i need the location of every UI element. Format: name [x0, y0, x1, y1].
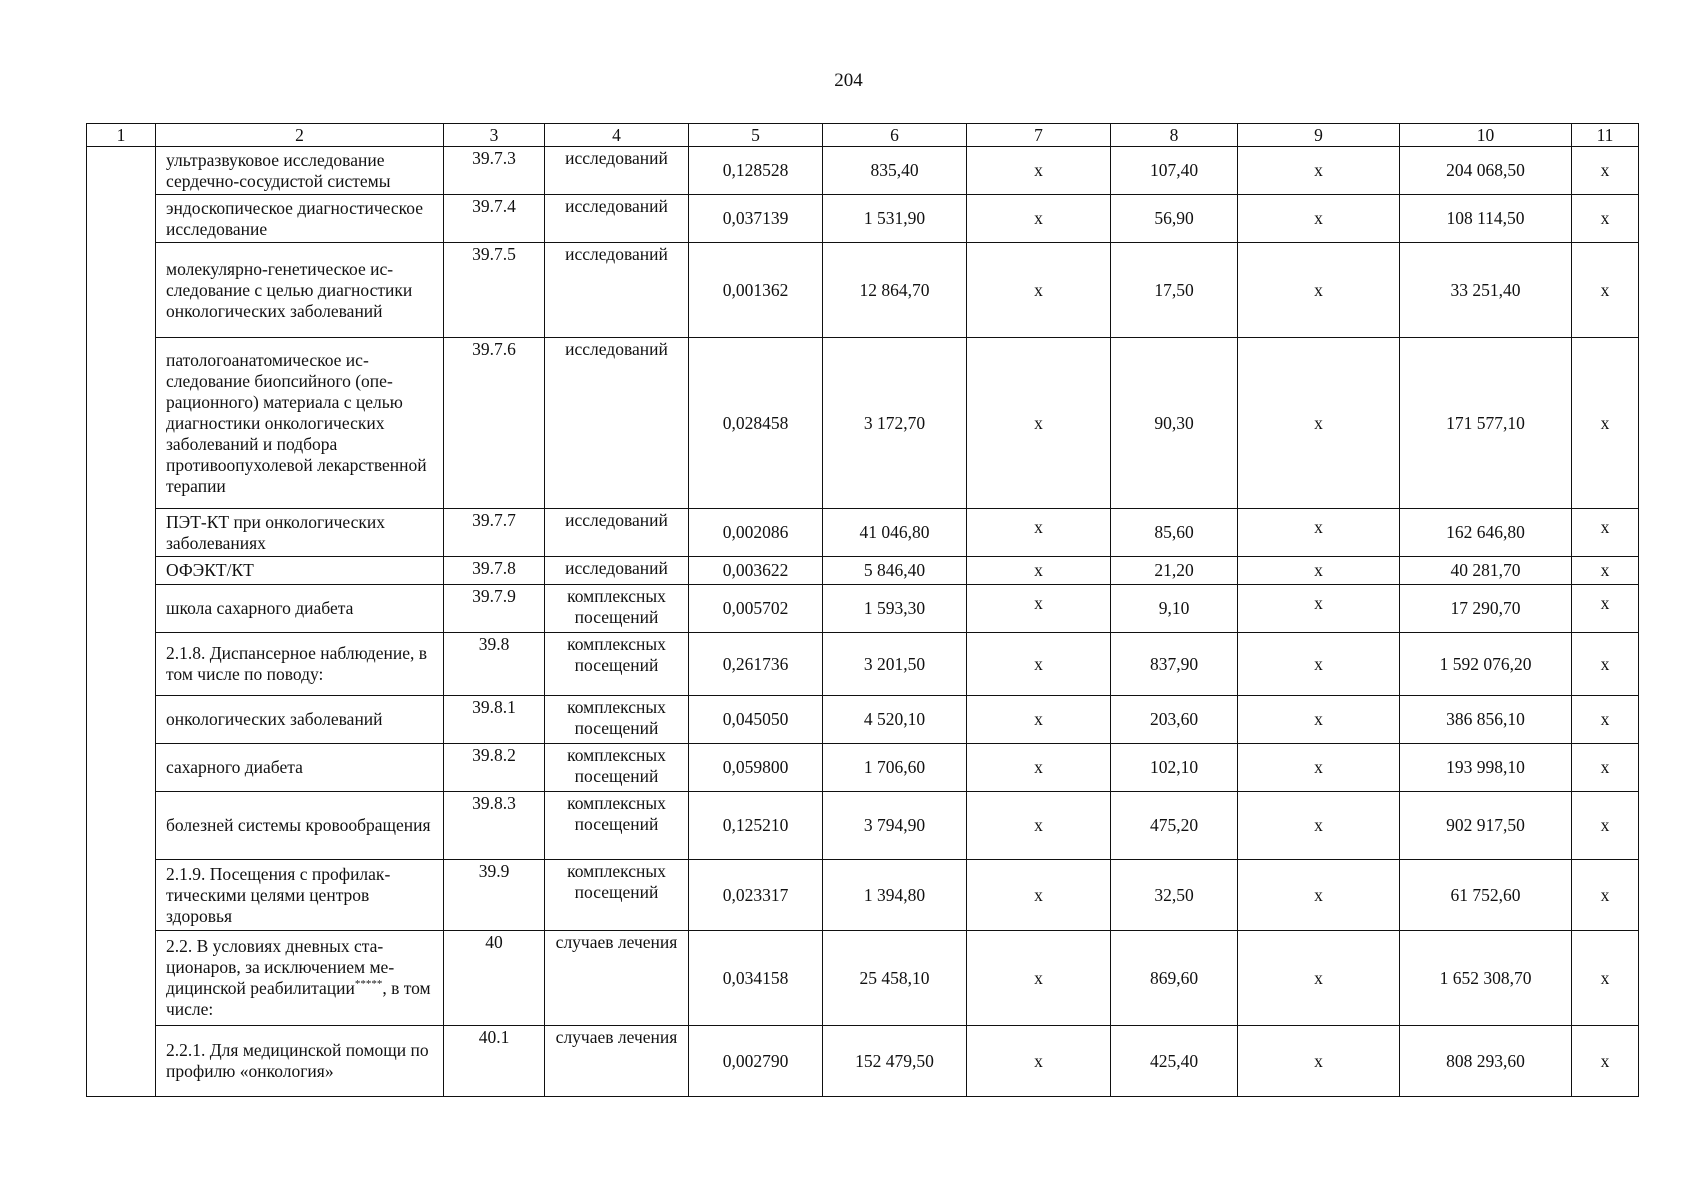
cell-code: 39.8.3: [444, 792, 545, 860]
cell-c9: х: [1238, 147, 1400, 195]
cell-name: [156, 931, 444, 1026]
cell-c5: 0,002790: [689, 1026, 823, 1097]
cell-c7: х: [967, 338, 1111, 509]
cell-c11: х: [1572, 147, 1639, 195]
cell-c11: х: [1572, 243, 1639, 338]
cell-unit: исследований: [545, 195, 689, 243]
cell-name: школа сахарного диабета: [156, 585, 444, 633]
cell-c9: х: [1238, 931, 1400, 1026]
cell-c6: 3 172,70: [823, 338, 967, 509]
cell-c11: х: [1572, 509, 1639, 557]
cell-c6: 1 531,90: [823, 195, 967, 243]
cell-c5: 0,001362: [689, 243, 823, 338]
cell-c9: х: [1238, 744, 1400, 792]
cell-c8: 90,30: [1111, 338, 1238, 509]
table-row: [87, 696, 1639, 744]
cell-unit: исследований: [545, 557, 689, 585]
cell-c9: х: [1238, 633, 1400, 696]
cell-c8: 56,90: [1111, 195, 1238, 243]
cell-c9: х: [1238, 338, 1400, 509]
cell-c9: х: [1238, 243, 1400, 338]
table-row: [87, 585, 1639, 633]
cell-c6: 12 864,70: [823, 243, 967, 338]
cell-c7: х: [967, 195, 1111, 243]
column-header: 5: [689, 124, 823, 147]
cell-unit: случаев лечения: [545, 931, 689, 1026]
cell-c8: 203,60: [1111, 696, 1238, 744]
column-header: 2: [156, 124, 444, 147]
cell-c6: 5 846,40: [823, 557, 967, 585]
table-row: [87, 243, 1639, 338]
cell-c7: х: [967, 147, 1111, 195]
cell-c5: 0,003622: [689, 557, 823, 585]
column-header: 3: [444, 124, 545, 147]
cell-code: 39.7.5: [444, 243, 545, 338]
cell-c7: х: [967, 860, 1111, 931]
cell-code: 39.8.2: [444, 744, 545, 792]
cell-c8: 17,50: [1111, 243, 1238, 338]
cell-c8: 9,10: [1111, 585, 1238, 633]
cell-c6: 3 794,90: [823, 792, 967, 860]
cell-c10: 1 592 076,20: [1400, 633, 1572, 696]
cell-c9: х: [1238, 195, 1400, 243]
cell-c8: 425,40: [1111, 1026, 1238, 1097]
cell-c10: 17 290,70: [1400, 585, 1572, 633]
cell-code: 39.8.1: [444, 696, 545, 744]
cell-c5: 0,037139: [689, 195, 823, 243]
table-row: [87, 147, 1639, 195]
cell-c8: 32,50: [1111, 860, 1238, 931]
cell-c8: 102,10: [1111, 744, 1238, 792]
cell-c7: х: [967, 931, 1111, 1026]
cell-c7: х: [967, 557, 1111, 585]
cell-name: патологоанатомическое исследование биопсийного (операционного) материала с целью диагностики онкологических заболеваний и подбора противоопухолевой лекарственной терапии: [156, 338, 444, 509]
cell-c6: 4 520,10: [823, 696, 967, 744]
column-header: 4: [545, 124, 689, 147]
cell-code: 40: [444, 931, 545, 1026]
cell-c10: 1 652 308,70: [1400, 931, 1572, 1026]
cell-unit: случаев лечения: [545, 1026, 689, 1097]
column-header: 1: [87, 124, 156, 147]
cell-c11: х: [1572, 585, 1639, 633]
column-header: 9: [1238, 124, 1400, 147]
cell-unit: комплексных посещений: [545, 860, 689, 931]
cell-c8: 107,40: [1111, 147, 1238, 195]
cell-c9: х: [1238, 557, 1400, 585]
cell-c9: х: [1238, 860, 1400, 931]
cell-c5: 0,261736: [689, 633, 823, 696]
cell-c7: х: [967, 633, 1111, 696]
cell-c10: 386 856,10: [1400, 696, 1572, 744]
page-number: 204: [834, 70, 863, 91]
cell-c10: 162 646,80: [1400, 509, 1572, 557]
cell-unit: комплексных посещений: [545, 792, 689, 860]
cell-c10: 171 577,10: [1400, 338, 1572, 509]
cell-c8: 21,20: [1111, 557, 1238, 585]
cell-c7: х: [967, 509, 1111, 557]
data-table: [86, 123, 1639, 1097]
cell-c6: 1 394,80: [823, 860, 967, 931]
cell-c6: 835,40: [823, 147, 967, 195]
cell-code: 39.7.6: [444, 338, 545, 509]
cell-c11: х: [1572, 195, 1639, 243]
cell-unit: исследований: [545, 338, 689, 509]
cell-code: 39.8: [444, 633, 545, 696]
cell-code: 39.7.9: [444, 585, 545, 633]
cell-c10: 193 998,10: [1400, 744, 1572, 792]
cell-c10: 902 917,50: [1400, 792, 1572, 860]
cell-c11: х: [1572, 792, 1639, 860]
cell-name: 2.2.1. Для медицинской помощи по профилю «онкология»: [156, 1026, 444, 1097]
table-row: [87, 338, 1639, 509]
cell-c11: х: [1572, 633, 1639, 696]
cell-c5: 0,034158: [689, 931, 823, 1026]
cell-c11: х: [1572, 931, 1639, 1026]
table-row: [87, 792, 1639, 860]
cell-c10: 204 068,50: [1400, 147, 1572, 195]
table-header-row: [87, 124, 1639, 147]
cell-c9: х: [1238, 585, 1400, 633]
cell-c6: 3 201,50: [823, 633, 967, 696]
cell-c5: 0,005702: [689, 585, 823, 633]
cell-c7: х: [967, 744, 1111, 792]
cell-unit: исследований: [545, 243, 689, 338]
cell-c8: 475,20: [1111, 792, 1238, 860]
cell-c11: х: [1572, 860, 1639, 931]
cell-c10: 108 114,50: [1400, 195, 1572, 243]
cell-c11: х: [1572, 338, 1639, 509]
cell-c7: х: [967, 1026, 1111, 1097]
cell-c8: 837,90: [1111, 633, 1238, 696]
cell-code: 39.7.4: [444, 195, 545, 243]
cell-c7: х: [967, 792, 1111, 860]
table-row: [87, 860, 1639, 931]
cell-c1: [87, 147, 156, 1097]
cell-code: 39.7.7: [444, 509, 545, 557]
column-header: 10: [1400, 124, 1572, 147]
column-header: 6: [823, 124, 967, 147]
cell-code: 39.7.3: [444, 147, 545, 195]
cell-name: болезней системы кровообращения: [156, 792, 444, 860]
cell-name: сахарного диабета: [156, 744, 444, 792]
cell-name: онкологических заболеваний: [156, 696, 444, 744]
cell-name: 2.1.8. Диспансерное наблюдение, в том числе по поводу:: [156, 633, 444, 696]
cell-name-tail: , в том числе:: [166, 978, 431, 1019]
cell-c5: 0,045050: [689, 696, 823, 744]
cell-unit: исследований: [545, 509, 689, 557]
cell-c10: 33 251,40: [1400, 243, 1572, 338]
cell-name: молекулярно-генетическое исследование с целью диагностики онкологических заболеваний: [156, 243, 444, 338]
cell-c7: х: [967, 585, 1111, 633]
column-header: 8: [1111, 124, 1238, 147]
cell-name: эндоскопическое диагностическое исследование: [156, 195, 444, 243]
table-row: [87, 744, 1639, 792]
cell-unit: комплексных посещений: [545, 633, 689, 696]
column-header: 11: [1572, 124, 1639, 147]
cell-c11: х: [1572, 557, 1639, 585]
cell-c8: 869,60: [1111, 931, 1238, 1026]
cell-c9: х: [1238, 792, 1400, 860]
cell-c6: 41 046,80: [823, 509, 967, 557]
cell-unit: исследований: [545, 147, 689, 195]
cell-c6: 25 458,10: [823, 931, 967, 1026]
cell-c10: 808 293,60: [1400, 1026, 1572, 1097]
cell-c5: 0,125210: [689, 792, 823, 860]
cell-c5: 0,028458: [689, 338, 823, 509]
table-row: [87, 633, 1639, 696]
cell-c9: х: [1238, 1026, 1400, 1097]
cell-c11: х: [1572, 696, 1639, 744]
cell-c11: х: [1572, 1026, 1639, 1097]
cell-c5: 0,002086: [689, 509, 823, 557]
cell-c7: х: [967, 243, 1111, 338]
cell-name: 2.1.9. Посещения с профилактическими целями центров здоровья: [156, 860, 444, 931]
footnote-mark: *****: [354, 978, 383, 991]
cell-c6: 1 706,60: [823, 744, 967, 792]
cell-c9: х: [1238, 696, 1400, 744]
cell-code: 40.1: [444, 1026, 545, 1097]
cell-c6: 1 593,30: [823, 585, 967, 633]
cell-name: ОФЭКТ/КТ: [156, 557, 444, 585]
cell-c11: х: [1572, 744, 1639, 792]
cell-c5: 0,059800: [689, 744, 823, 792]
column-header: 7: [967, 124, 1111, 147]
cell-unit: комплексных посещений: [545, 744, 689, 792]
table-row: [87, 509, 1639, 557]
table-row: [87, 931, 1639, 1026]
table-row: [87, 557, 1639, 585]
cell-code: 39.7.8: [444, 557, 545, 585]
cell-name: ультразвуковое исследование сердечно-сосудистой системы: [156, 147, 444, 195]
cell-c5: 0,128528: [689, 147, 823, 195]
cell-c5: 0,023317: [689, 860, 823, 931]
cell-c10: 61 752,60: [1400, 860, 1572, 931]
cell-name: ПЭТ-КТ при онкологических заболеваниях: [156, 509, 444, 557]
cell-unit: комплексных посещений: [545, 585, 689, 633]
cell-c8: 85,60: [1111, 509, 1238, 557]
cell-c9: х: [1238, 509, 1400, 557]
cell-c6: 152 479,50: [823, 1026, 967, 1097]
cell-c7: х: [967, 696, 1111, 744]
table-row: [87, 195, 1639, 243]
cell-c10: 40 281,70: [1400, 557, 1572, 585]
cell-unit: комплексных посещений: [545, 696, 689, 744]
cell-name-text: 2.2. В условиях дневных стационаров, за исключением медицинской реабилитации: [166, 936, 395, 998]
table-row: [87, 1026, 1639, 1097]
cell-code: 39.9: [444, 860, 545, 931]
